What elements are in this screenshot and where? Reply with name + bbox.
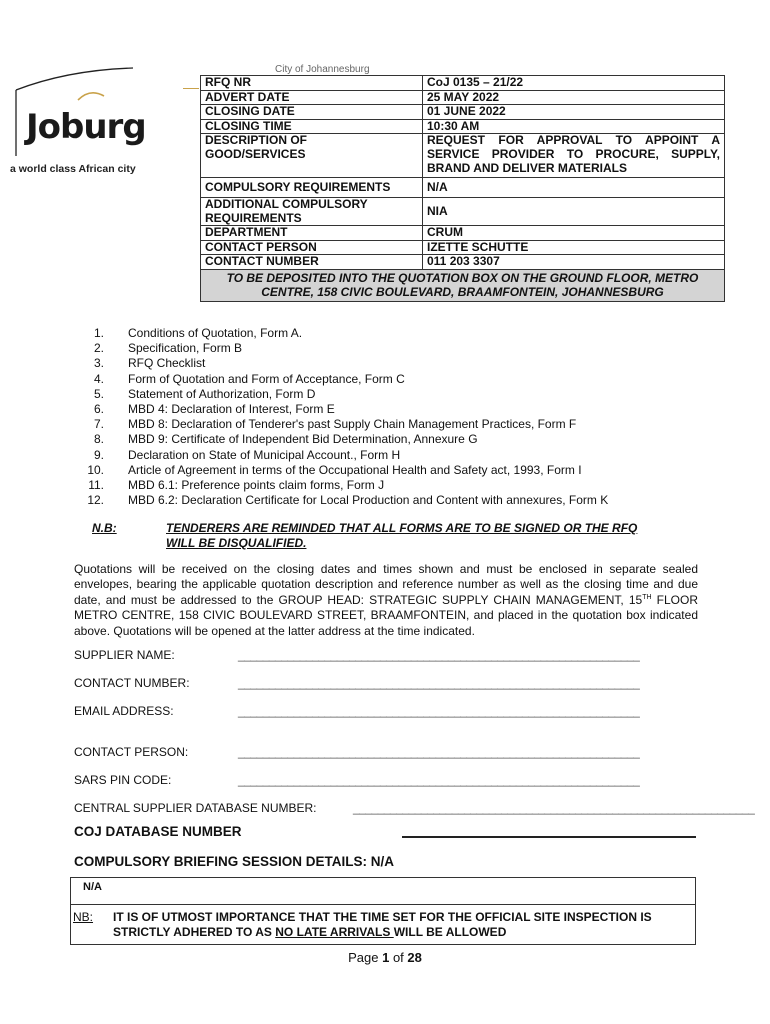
list-item-number: 9. — [93, 447, 104, 462]
logo-mark-icon — [8, 60, 198, 170]
box-divider — [71, 904, 695, 905]
additional-requirements-label — [201, 197, 423, 225]
list-item — [70, 402, 608, 417]
rfq-number-label: RFQ NR — [201, 76, 423, 91]
description-line: BRAND AND DELIVER MATERIALS — [427, 160, 627, 175]
list-item-text: Statement of Authorization, Form D — [128, 386, 316, 401]
briefing-heading: COMPULSORY BRIEFING SESSION DETAILS: N/A — [74, 854, 395, 869]
list-item — [70, 417, 608, 432]
contact-number-field[interactable]: _________________________________________________________________ — [238, 676, 640, 690]
list-item-number: 5. — [93, 386, 104, 401]
page-word: Page — [348, 950, 379, 965]
page-of-word: of — [392, 950, 404, 965]
list-item-number: 1. — [93, 326, 104, 340]
advert-date-label: ADVERT DATE — [201, 90, 423, 105]
coj-database-label: COJ DATABASE NUMBER — [74, 824, 242, 839]
list-item-number: 12. — [87, 493, 104, 508]
list-item — [70, 372, 608, 387]
table-row — [201, 255, 725, 270]
contact-person-field[interactable]: _________________________________________________________________ — [238, 745, 640, 759]
department-value: CRUM — [423, 226, 725, 241]
contact-person-field-label: CONTACT PERSON: — [74, 745, 189, 759]
list-item — [70, 356, 608, 371]
instructions-part: Quotations will be received on the closing dates and times shown and must be enclosed in separate sealed envelopes, bearing the applicable quotation description and reference number as well as the closing time and due date, and must be addressed to the GROUP HEAD: STRATEGIC SUPPLY CHAIN MANAGEMENT, 15 — [74, 562, 698, 607]
closing-date-label: CLOSING DATE — [201, 105, 423, 120]
list-item-number: 6. — [93, 401, 104, 416]
department-label: DEPARTMENT — [201, 226, 423, 241]
nb-label: N.B: — [92, 521, 117, 535]
required-forms-list — [70, 326, 608, 508]
briefing-box — [70, 877, 696, 945]
page-total: 28 — [407, 950, 422, 965]
list-item-text: MBD 8: Declaration of Tenderer's past Supply Chain Management Practices, Form F — [128, 417, 577, 432]
contact-number-label: CONTACT NUMBER — [201, 255, 423, 270]
list-item — [70, 448, 608, 463]
list-item — [70, 341, 608, 356]
table-row — [201, 90, 725, 105]
compulsory-requirements-value: N/A — [423, 178, 725, 198]
list-item-number: 4. — [93, 371, 104, 386]
table-row — [201, 226, 725, 241]
logo-wordmark: Joburg — [26, 107, 146, 147]
list-item — [70, 493, 608, 508]
sars-pin-label: SARS PIN CODE: — [74, 773, 172, 787]
site-inspection-warning — [113, 910, 673, 940]
list-item-number: 8. — [93, 432, 104, 447]
list-item-number: 11. — [88, 477, 104, 492]
instructions-part: FLOOR METRO CENTRE, 158 CIVIC BOULEVARD STREET, BRAAMFONTEIN, and placed in the quotation box indicated above. Quotations will be opened at the latter address at the time indicated. — [74, 592, 698, 638]
contact-person-value: IZETTE SCHUTTE — [423, 240, 725, 255]
rfq-number-value: CoJ 0135 – 21/22 — [423, 76, 725, 91]
compulsory-requirements-label: COMPULSORY REQUIREMENTS — [201, 178, 423, 198]
table-row — [201, 105, 725, 120]
list-item — [70, 478, 608, 493]
list-item-number: 10. — [87, 462, 104, 477]
accent-divider — [183, 88, 199, 89]
page-number — [0, 950, 770, 965]
briefing-value: N/A — [83, 881, 102, 893]
warning-text: IT IS OF UTMOST IMPORTANCE THAT THE TIME SET FOR THE OFFICIAL SITE INSPECTION IS STRICTLY ADHERED TO AS — [113, 910, 652, 939]
closing-time-label: CLOSING TIME — [201, 119, 423, 134]
description-label-text: DESCRIPTION OF GOOD/SERVICES — [205, 133, 308, 161]
supplier-name-field[interactable]: _________________________________________________________________ — [238, 648, 640, 662]
list-item-text: Declaration on State of Municipal Account., Form H — [128, 447, 401, 462]
list-item-text: Conditions of Quotation, Form A. — [128, 326, 303, 340]
list-item-number: 2. — [93, 341, 104, 356]
table-row — [201, 269, 725, 301]
csd-number-label: CENTRAL SUPPLIER DATABASE NUMBER: — [74, 801, 317, 815]
nb-warning-text: TENDERERS ARE REMINDED THAT ALL FORMS ARE TO BE SIGNED OR THE RFQ WILL BE DISQUALIFIED. — [166, 521, 638, 550]
ordinal-suffix: TH — [642, 593, 652, 601]
contact-number-value: 011 203 3307 — [423, 255, 725, 270]
additional-requirements-text: ADDITIONAL COMPULSORY REQUIREMENTS — [205, 196, 368, 225]
list-item-text: MBD 4: Declaration of Interest, Form E — [128, 401, 335, 416]
list-item-text: Specification, Form B — [128, 341, 243, 356]
list-item — [70, 432, 608, 447]
rfq-details-table — [200, 75, 725, 302]
contact-person-label: CONTACT PERSON — [201, 240, 423, 255]
advert-date-value: 25 MAY 2022 — [423, 90, 725, 105]
list-item — [70, 387, 608, 402]
table-row — [201, 134, 725, 178]
table-row — [201, 178, 725, 198]
table-row — [201, 119, 725, 134]
description-line: REQUEST FOR APPROVAL TO APPOINT A — [427, 133, 720, 148]
list-item-text: MBD 6.1: Preference points claim forms, Form J — [128, 477, 385, 492]
list-item — [70, 326, 608, 341]
list-item-text: MBD 9: Certificate of Independent Bid Determination, Annexure G — [128, 432, 478, 447]
city-caption: City of Johannesburg — [275, 64, 370, 75]
submission-instructions — [74, 562, 698, 639]
list-item-text: Article of Agreement in terms of the Occupational Health and Safety act, 1993, Form I — [128, 462, 582, 477]
list-item-number: 7. — [93, 417, 104, 432]
list-item-text: RFQ Checklist — [128, 356, 206, 371]
page-current: 1 — [382, 950, 390, 965]
warning-emphasis: NO LATE ARRIVALS — [275, 925, 394, 939]
additional-requirements-value: NIA — [423, 197, 725, 225]
table-row — [201, 76, 725, 91]
email-address-label: EMAIL ADDRESS: — [74, 704, 174, 718]
coj-database-field[interactable] — [402, 836, 696, 838]
list-item-text: Form of Quotation and Form of Acceptance, Form C — [128, 371, 405, 386]
joburg-logo — [8, 60, 198, 180]
description-line: SERVICE PROVIDER TO PROCURE, SUPPLY, — [427, 146, 720, 161]
sars-pin-field[interactable]: _________________________________________________________________ — [238, 773, 640, 787]
email-address-field[interactable]: _________________________________________________________________ — [238, 704, 640, 718]
nb-site-label: NB: — [73, 910, 94, 924]
closing-date-value: 01 JUNE 2022 — [423, 105, 725, 120]
table-row — [201, 197, 725, 225]
list-item — [70, 463, 608, 478]
contact-number-field-label: CONTACT NUMBER: — [74, 676, 190, 690]
description-label — [201, 134, 423, 178]
closing-time-value: 10:30 AM — [423, 119, 725, 134]
deposit-notice: TO BE DEPOSITED INTO THE QUOTATION BOX ON THE GROUND FLOOR, METRO CENTRE, 158 CIVIC BOULEVARD, BRAAMFONTEIN, JOHANNESBURG — [201, 269, 725, 301]
table-row — [201, 240, 725, 255]
list-item-text: MBD 6.2: Declaration Certificate for Local Production and Content with annexures, Form K — [128, 493, 609, 508]
logo-tagline: a world class African city — [10, 163, 136, 175]
csd-number-field[interactable]: _________________________________________________________________ — [353, 801, 755, 815]
supplier-name-label: SUPPLIER NAME: — [74, 648, 175, 662]
description-value — [423, 134, 725, 178]
warning-text: WILL BE ALLOWED — [393, 925, 507, 939]
list-item-number: 3. — [93, 356, 104, 371]
